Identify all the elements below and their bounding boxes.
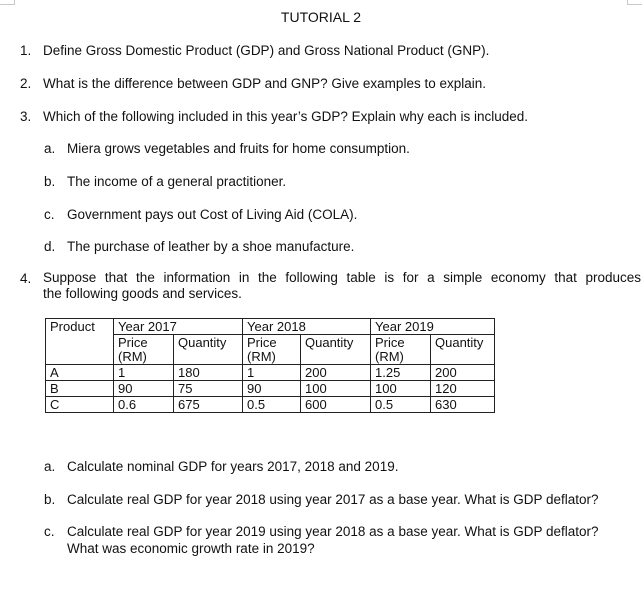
table-cell: 100 [371, 381, 431, 397]
year-header: Year 2019 [371, 319, 495, 335]
question-4-text [43, 270, 641, 302]
price-label: Price [118, 335, 148, 350]
item-text: Calculate real GDP for year 2019 using year 2018 as a base year. What is GDP deflator? [67, 524, 599, 539]
item-letter: c. [44, 524, 55, 539]
product-header: Product [46, 319, 114, 365]
item-letter: b. [44, 174, 56, 189]
table-cell: 0.5 [243, 397, 301, 413]
table-header-row [46, 319, 495, 335]
table-row [46, 397, 495, 413]
product-cell: C [46, 397, 114, 413]
item-letter: c. [44, 207, 55, 222]
item-text: Miera grows vegetables and fruits for home consumption. [67, 141, 410, 156]
table-cell: 0.5 [371, 397, 431, 413]
table-cell: 75 [174, 381, 243, 397]
table-row [46, 381, 495, 397]
question-text: What is the difference between GDP and GNP? Give examples to explain. [43, 76, 486, 91]
table-cell: 1 [243, 365, 301, 381]
table-cell: 1 [114, 365, 174, 381]
price-label: Price [375, 335, 405, 350]
question-number: 4. [20, 271, 32, 286]
page-corner-left [0, 0, 15, 5]
table-cell: 180 [174, 365, 243, 381]
table-cell: 90 [114, 381, 174, 397]
question-number: 1. [20, 43, 32, 58]
question-4-line-1: Suppose that the information in the following table is for a simple economy that produces [43, 270, 641, 285]
product-cell: A [46, 365, 114, 381]
table-cell: 90 [243, 381, 301, 397]
price-header [243, 335, 301, 365]
table-cell: 1.25 [371, 365, 431, 381]
item-text: Calculate nominal GDP for years 2017, 2018 and 2019. [67, 459, 399, 474]
year-header: Year 2017 [114, 319, 243, 335]
page-title: TUTORIAL 2 [280, 9, 362, 25]
price-unit: (RM) [375, 349, 404, 364]
question-number: 3. [20, 109, 32, 124]
table-cell: 600 [301, 397, 371, 413]
table-cell: 100 [301, 381, 371, 397]
page-corner-right [627, 0, 642, 5]
price-unit: (RM) [247, 349, 276, 364]
item-text: What was economic growth rate in 2019? [67, 541, 315, 556]
question-text: Which of the following included in this year’s GDP? Explain why each is included. [43, 109, 529, 124]
table-cell: 200 [431, 365, 495, 381]
table-row [46, 365, 495, 381]
table-cell: 675 [174, 397, 243, 413]
price-label: Price [247, 335, 277, 350]
quantity-header: Quantity [431, 335, 495, 365]
table-cell: 120 [431, 381, 495, 397]
price-header [114, 335, 174, 365]
quantity-header: Quantity [301, 335, 371, 365]
item-text: The purchase of leather by a shoe manufacture. [67, 239, 355, 254]
table-cell: 0.6 [114, 397, 174, 413]
item-letter: a. [44, 141, 56, 156]
item-text: The income of a general practitioner. [67, 174, 287, 189]
item-text: Government pays out Cost of Living Aid (COLA). [67, 207, 358, 222]
product-cell: B [46, 381, 114, 397]
question-4-line-2: the following goods and services. [43, 286, 242, 301]
price-header [371, 335, 431, 365]
table-cell: 630 [431, 397, 495, 413]
table-subheader-row [46, 335, 495, 365]
price-unit: (RM) [118, 349, 147, 364]
item-letter: b. [44, 492, 56, 507]
quantity-header: Quantity [174, 335, 243, 365]
year-header: Year 2018 [243, 319, 371, 335]
item-text: Calculate real GDP for year 2018 using year 2017 as a base year. What is GDP deflator? [67, 492, 599, 507]
table-cell: 200 [301, 365, 371, 381]
question-text: Define Gross Domestic Product (GDP) and Gross National Product (GNP). [43, 43, 490, 58]
question-number: 2. [20, 76, 32, 91]
item-letter: a. [44, 459, 56, 474]
economy-data-table [45, 318, 495, 413]
item-letter: d. [44, 239, 56, 254]
